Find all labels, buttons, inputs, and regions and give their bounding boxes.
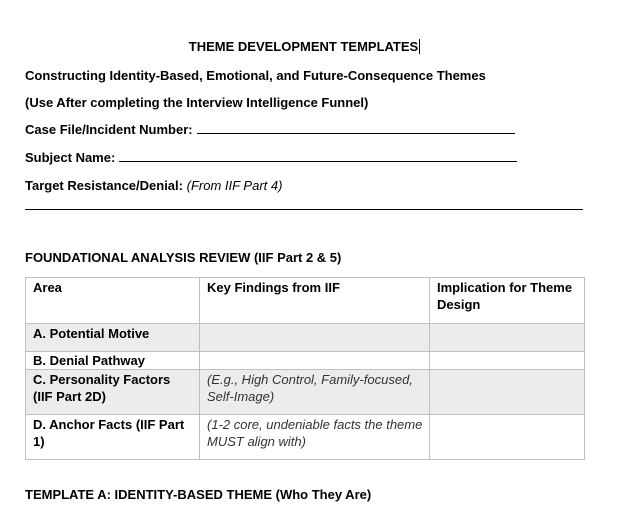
row-findings-cell[interactable] <box>200 352 430 370</box>
row-findings-cell[interactable]: (1-2 core, undeniable facts the theme MUST align with) <box>200 415 430 460</box>
text-cursor <box>419 39 420 54</box>
row-implication-cell[interactable] <box>430 324 585 352</box>
row-implication-cell[interactable] <box>430 370 585 415</box>
row-area-cell: A. Potential Motive <box>26 324 200 352</box>
target-resistance-hint: (From IIF Part 4) <box>186 178 283 193</box>
target-resistance-label: Target Resistance/Denial: <box>25 178 183 193</box>
row-implication-cell[interactable] <box>430 415 585 460</box>
row-area-cell: C. Personality Factors (IIF Part 2D) <box>26 370 200 415</box>
column-header-findings: Key Findings from IIF <box>200 278 430 324</box>
table-row <box>26 324 585 352</box>
case-file-blank[interactable] <box>197 122 515 134</box>
case-file-label: Case File/Incident Number: <box>25 122 193 137</box>
subject-name-field[interactable] <box>25 150 517 165</box>
row-implication-cell[interactable] <box>430 352 585 370</box>
table-header-row <box>26 278 585 324</box>
table-row <box>26 352 585 370</box>
column-header-area: Area <box>26 278 200 324</box>
document-title <box>0 39 609 54</box>
row-findings-cell[interactable]: (E.g., High Control, Family-focused, Self-Image) <box>200 370 430 415</box>
document-subtitle: Constructing Identity-Based, Emotional, and Future-Consequence Themes <box>25 68 486 83</box>
table-row <box>26 415 585 460</box>
table-row <box>26 370 585 415</box>
subject-name-blank[interactable] <box>119 150 517 162</box>
template-a-heading: TEMPLATE A: IDENTITY-BASED THEME (Who They Are) <box>25 487 372 502</box>
case-file-field[interactable] <box>25 122 515 137</box>
row-area-cell: B. Denial Pathway <box>26 352 200 370</box>
foundational-review-heading: FOUNDATIONAL ANALYSIS REVIEW (IIF Part 2 & 5) <box>25 250 342 265</box>
section-divider <box>25 209 583 210</box>
target-resistance-field <box>25 178 282 193</box>
document-instruction: (Use After completing the Interview Intelligence Funnel) <box>25 95 369 110</box>
subject-name-label: Subject Name: <box>25 150 116 165</box>
foundational-review-table <box>25 277 585 460</box>
row-findings-cell[interactable] <box>200 324 430 352</box>
column-header-implication: Implication for Theme Design <box>430 278 585 324</box>
row-area-cell: D. Anchor Facts (IIF Part 1) <box>26 415 200 460</box>
document-title-text: THEME DEVELOPMENT TEMPLATES <box>188 39 419 54</box>
